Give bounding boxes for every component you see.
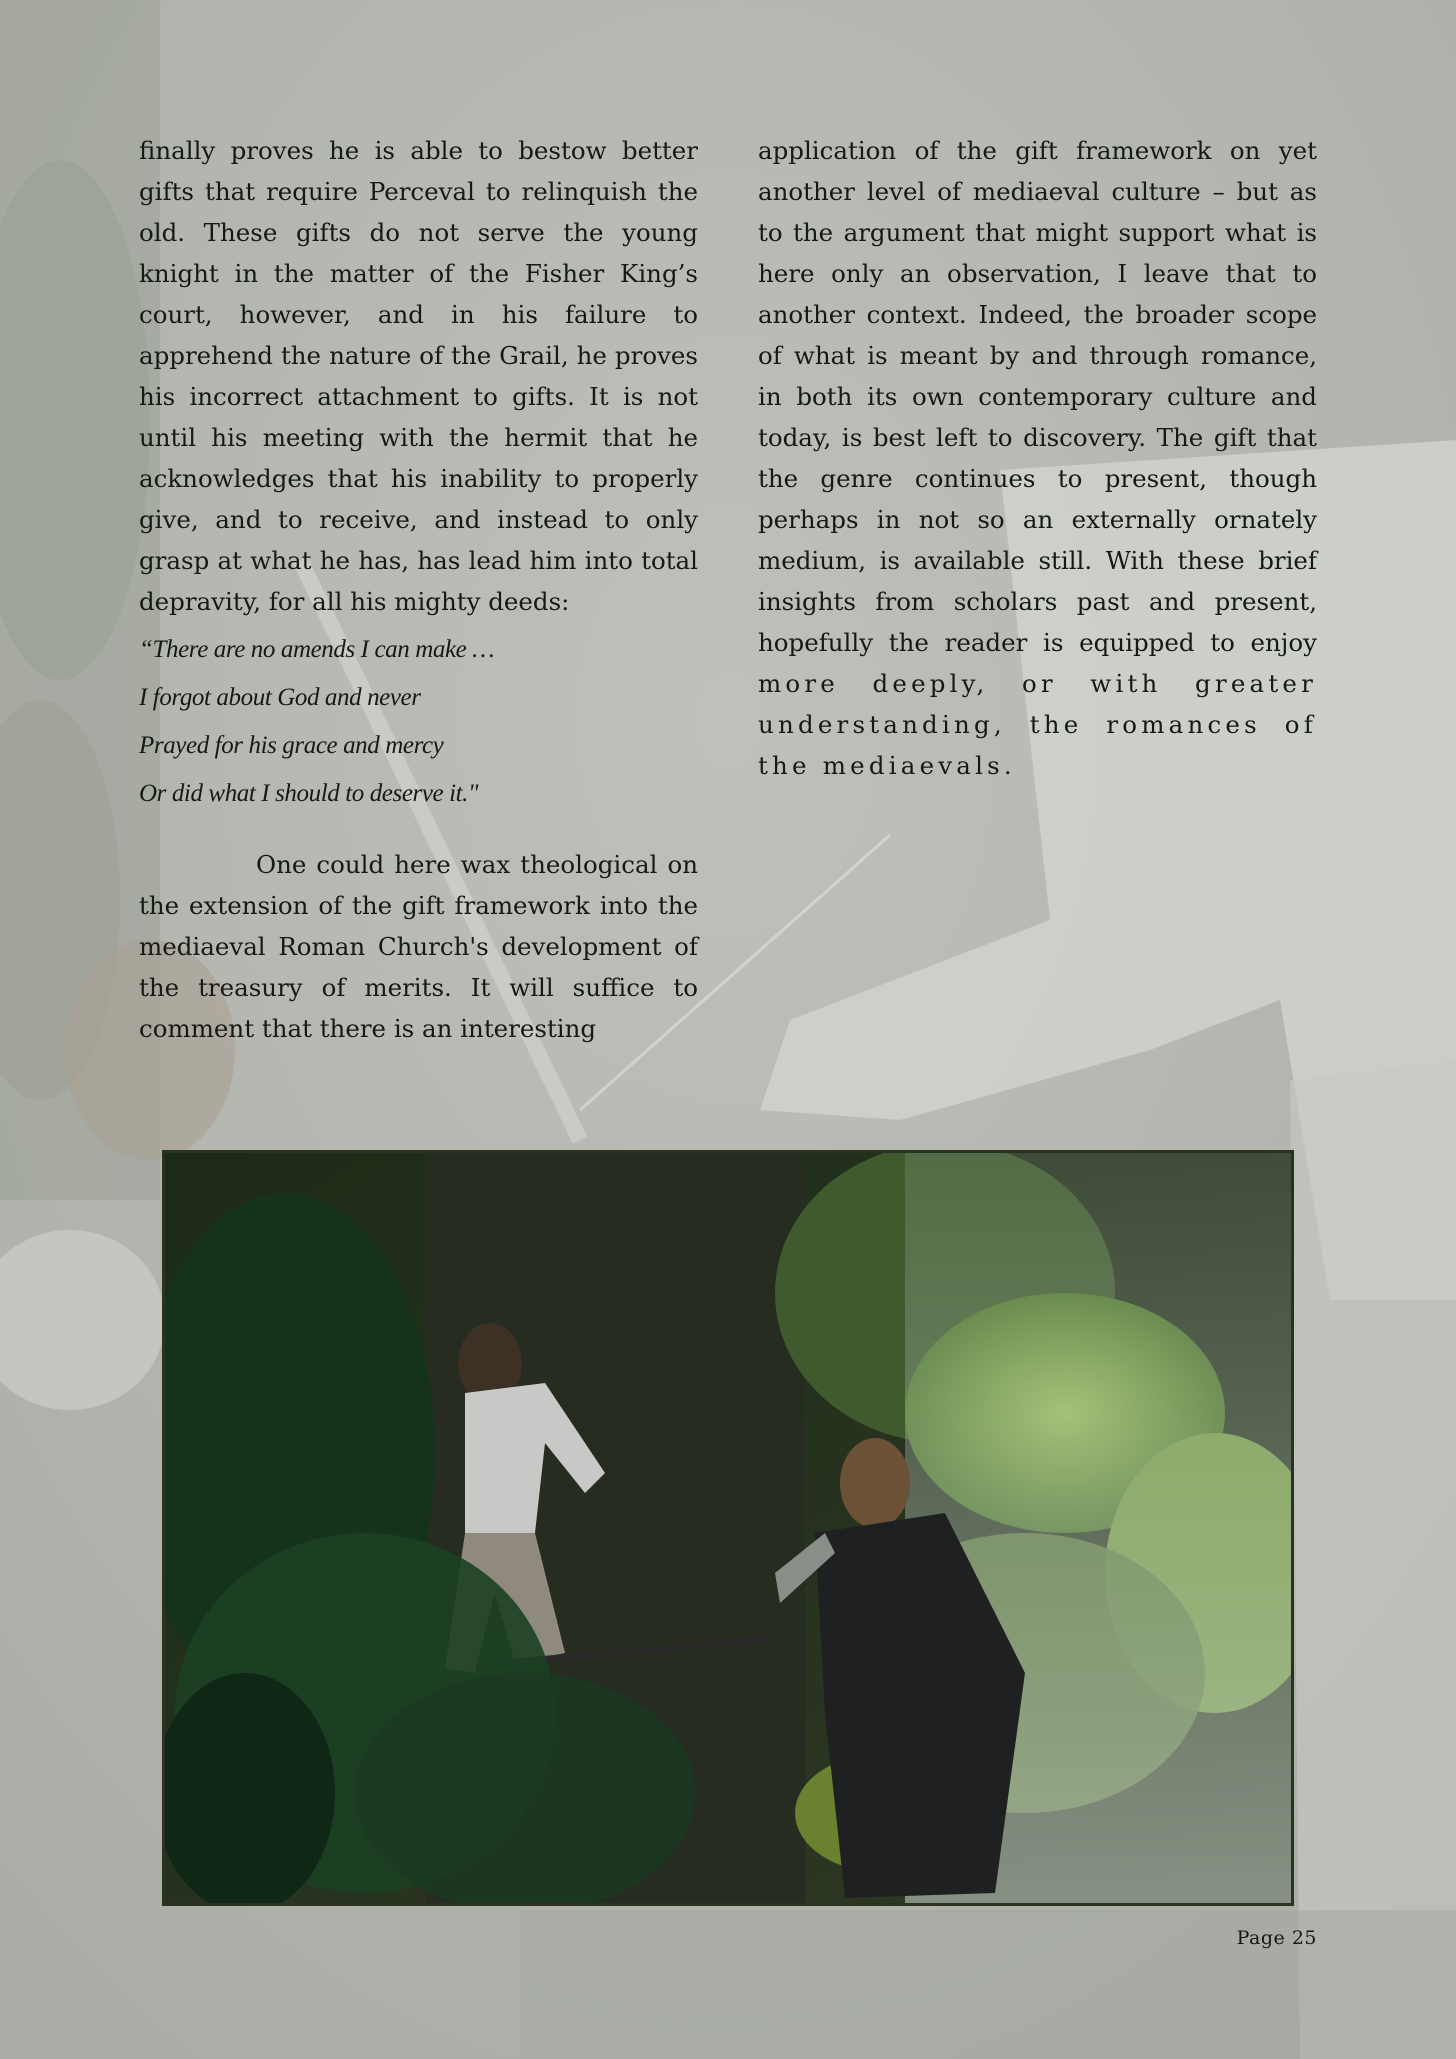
quote-line-4: Or did what I should to deserve it." (139, 780, 479, 807)
quote-line-2: I forgot about God and never (139, 684, 421, 711)
quote-line-3: Prayed for his grace and mercy (139, 732, 444, 759)
left-paragraph-1: finally proves he is able to bestow better gifts that require Perceval to relinquish the old. These gifts do not serve the young knight in the matter of the Fisher King’s court, however, and in his failure to apprehend the nature of the Grail, he proves his incorrect attachment to gifts. It is not until his meeting with the hermit that he acknowledges that his inability to properly give, and to receive, and instead to only grasp at what he has, has lead him into total depravity, for all his mighty deeds: (139, 136, 698, 616)
quote-line-1: “There are no amends I can make … (139, 636, 495, 663)
photo-image (165, 1153, 1291, 1903)
verse-quote (139, 626, 698, 818)
right-paragraph-1-main: application of the gift framework on yet another level of mediaeval culture – but as to the argument that might support what is here only an observation, I leave that to another context. Indeed, the broader scope of what is meant by and through romance, in both its own contemporary culture and today, is best left to discovery. The gift that the genre continues to present, though perhaps in not so an externally ornately medium, is available still. With these brief insights from scholars past and present, hopefully the reader is equipped to enjoy (758, 136, 1317, 657)
page-number: Page 25 (1236, 1927, 1317, 1949)
left-text-column (139, 130, 698, 1049)
right-paragraph-1-tail: more deeply, or with greater understanding, the romances of the mediaevals. (758, 669, 1317, 780)
waterfall-sword-fight-photo (162, 1150, 1294, 1906)
left-paragraph-2: One could here wax theological on the extension of the gift framework into the mediaeval Roman Church's development of the treasury of merits. It will suffice to comment that there is an interesting (139, 850, 698, 1043)
right-paragraph-1 (758, 130, 1317, 786)
right-text-column (758, 130, 1317, 786)
